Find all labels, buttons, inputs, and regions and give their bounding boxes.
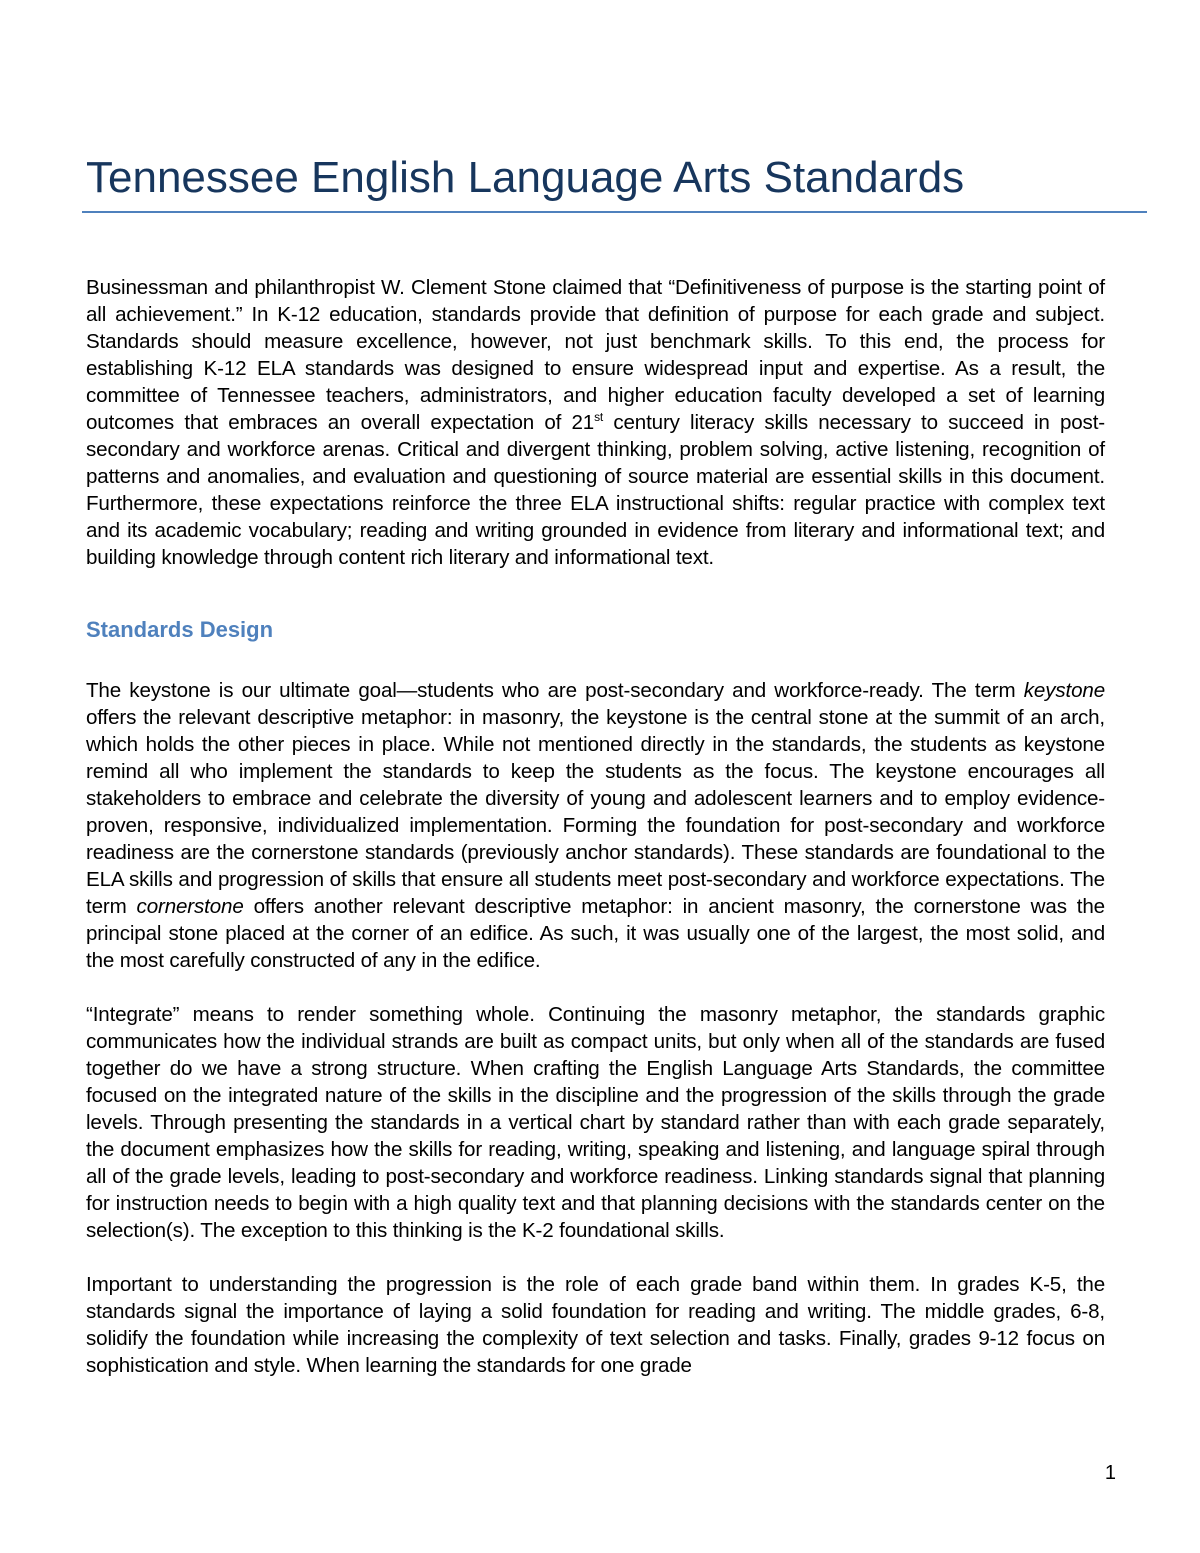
intro-paragraph [86, 274, 1105, 571]
progression-paragraph: Important to understanding the progression is the role of each grade band within them. In grades K-5, the standards signal the importance of laying a solid foundation for reading and writing. The middle grades, 6-8, solidify the foundation while increasing the complexity of text selection and tasks. Finally, grades 9-12 focus on sophistication and style. When learning the standards for one grade [86, 1273, 1105, 1377]
keystone-text-part3: offers another relevant descriptive metaphor: in ancient masonry, the cornerstone was the principal stone placed at the corner of an edifice. As such, it was usually one of the largest, the most solid, and the most carefully constructed of any in the edifice. [86, 895, 1105, 972]
integrate-paragraph: “Integrate” means to render something whole. Continuing the masonry metaphor, the standards graphic communicates how the individual strands are built as compact units, but only when all of the standards are fused together do we have a strong structure. When crafting the English Language Arts Standards, the committee focused on the integrated nature of the skills in the discipline and the progression of the skills through the grade levels. Through presenting the standards in a vertical chart by standard rather than with each grade separately, the document emphasizes how the skills for reading, writing, speaking and listening, and language spiral through all of the grade levels, leading to post-secondary and workforce readiness. Linking standards signal that planning for instruction needs to begin with a high quality text and that planning decisions with the standards center on the selection(s). The exception to this thinking is the K-2 foundational skills. [86, 1003, 1105, 1242]
intro-text-part1: Businessman and philanthropist W. Clement Stone claimed that “Definitiveness of purpose is the starting point of all achievement.” In K-12 education, standards provide that definition of purpose for each grade and subject. Standards should measure excellence, however, not just benchmark skills. To this end, the process for establishing K-12 ELA standards was designed to ensure widespread input and expertise. As a result, the committee of Tennessee teachers, administrators, and higher education faculty developed a set of learning outcomes that embraces an overall expectation of 21 [86, 276, 1105, 434]
document-body [86, 274, 1105, 1379]
intro-superscript: st [594, 410, 604, 425]
title-underline-rule [82, 211, 1147, 213]
intro-text-part2: century literacy skills necessary to succeed in post-secondary and workforce arenas. Critical and divergent thinking, problem solving, active listening, recognition of patterns and anomalies, and evaluation and questioning of source material are essential skills in this document. Furthermore, these expectations reinforce the three ELA instructional shifts: regular practice with complex text and its academic vocabulary; reading and writing grounded in evidence from literary and informational text; and building knowledge through content rich literary and informational text. [86, 411, 1105, 569]
keystone-text-part1: The keystone is our ultimate goal—students who are post-secondary and workforce-ready. The term [86, 679, 1024, 702]
keystone-term: keystone [1023, 679, 1105, 702]
section-heading-standards-design: Standards Design [86, 617, 274, 642]
document-title: Tennessee English Language Arts Standards [86, 153, 965, 202]
keystone-paragraph [86, 677, 1105, 974]
cornerstone-term: cornerstone [136, 895, 244, 918]
keystone-text-part2: offers the relevant descriptive metaphor: in masonry, the keystone is the central stone at the summit of an arch, which holds the other pieces in place. While not mentioned directly in the standards, the students as keystone remind all who implement the standards to keep the students as the focus. The keystone encourages all stakeholders to embrace and celebrate the diversity of young and adolescent learners and to employ evidence-proven, responsive, individualized implementation. Forming the foundation for post-secondary and workforce readiness are the cornerstone standards (previously anchor standards). These standards are foundational to the ELA skills and progression of skills that ensure all students meet post-secondary and workforce expectations. The term [86, 706, 1105, 918]
page-number: 1 [1104, 1462, 1116, 1484]
